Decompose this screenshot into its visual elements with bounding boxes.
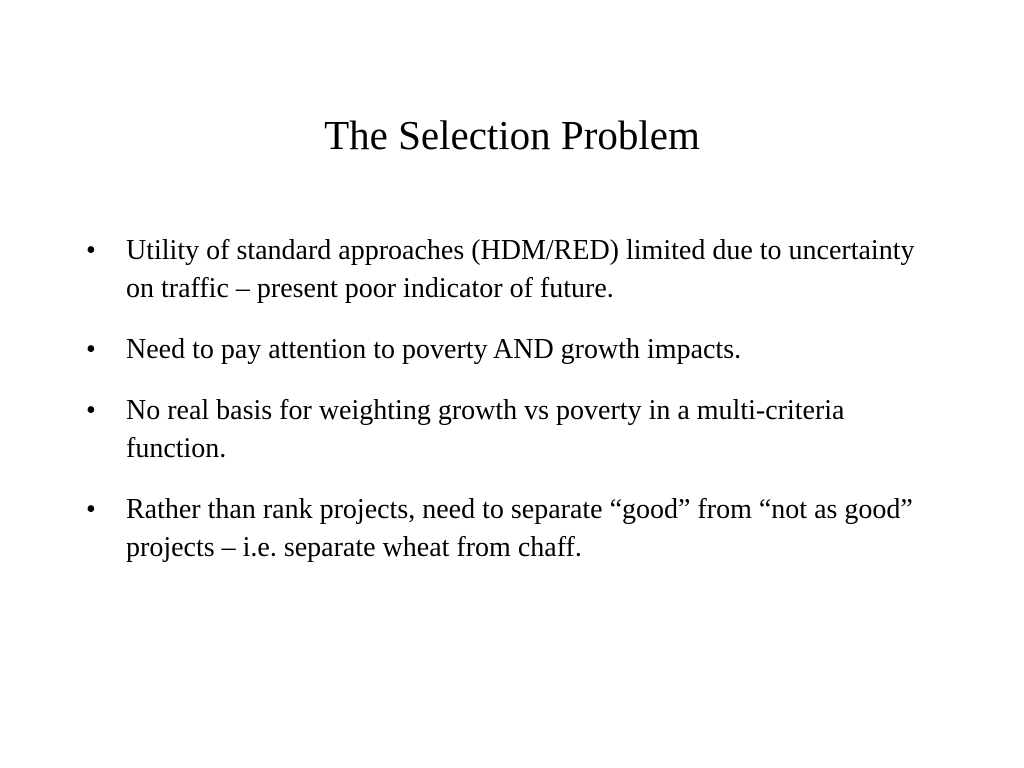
bullet-list xyxy=(86,232,946,590)
bullet-icon: • xyxy=(86,395,96,426)
bullet-icon: • xyxy=(86,494,96,525)
bullet-item xyxy=(86,331,946,369)
slide-title: The Selection Problem xyxy=(324,112,700,158)
bullet-text: Need to pay attention to poverty AND growth impacts. xyxy=(126,334,742,365)
bullet-item xyxy=(86,491,946,567)
bullet-item xyxy=(86,392,946,468)
bullet-text: Utility of standard approaches (HDM/RED) limited due to uncertainty on traffic – present poor indicator of future. xyxy=(126,235,915,304)
bullet-icon: • xyxy=(86,334,96,365)
bullet-text: Rather than rank projects, need to separate “good” from “not as good” projects – i.e. separate wheat from chaff. xyxy=(126,494,913,563)
bullet-icon: • xyxy=(86,235,96,266)
bullet-item xyxy=(86,232,946,308)
bullet-text: No real basis for weighting growth vs poverty in a multi-criteria function. xyxy=(126,395,845,464)
